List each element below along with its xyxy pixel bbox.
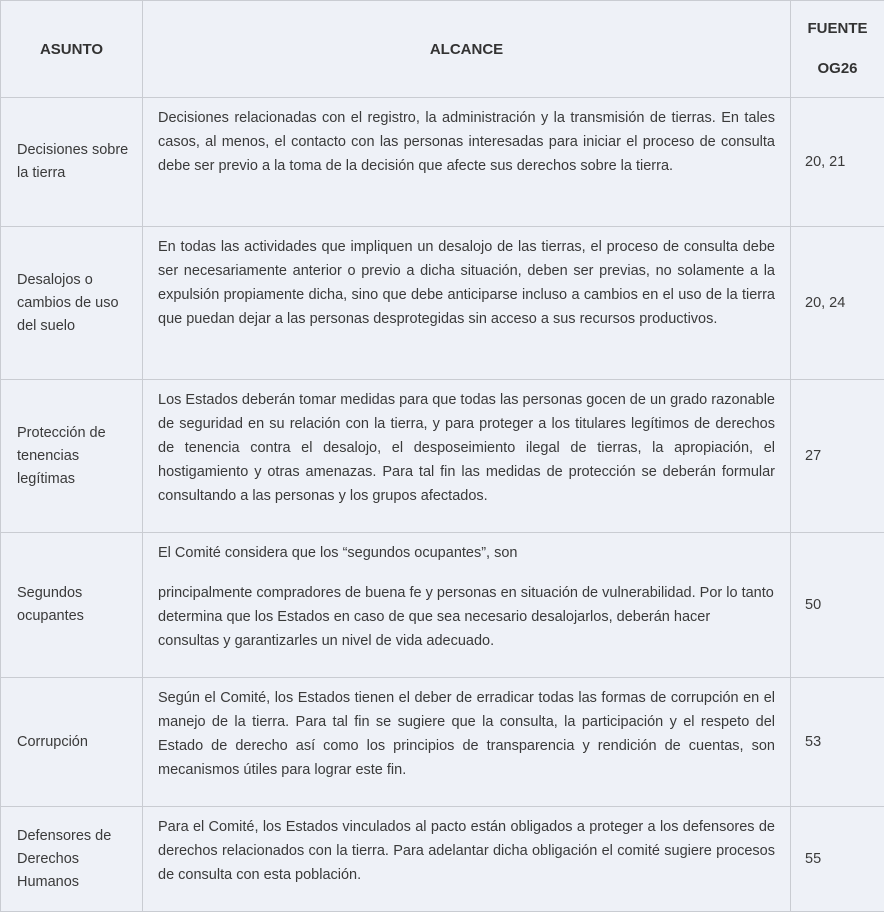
header-fuente-line1: FUENTE: [807, 20, 868, 37]
header-fuente-line2: OG26: [817, 60, 858, 77]
asunto-cell: Decisiones sobre la tierra: [1, 98, 143, 227]
alcance-text: Los Estados deberán tomar medidas para que todas las personas gocen de un grado razonable de seguridad en su relación con la tierra, y para proteger a los titulares legítimos de derechos de tenencia contra el desalojo, el desposeimiento ilegal de tierras, la apropiación, el hostigamiento y otras amenazas. Para tal fin las medidas de protección se deberán formular consultando a las personas y los grupos afectados.: [158, 392, 775, 504]
header-alcance: ALCANCE: [143, 1, 791, 98]
table-row: [1, 227, 884, 380]
fuente-cell: 55: [791, 807, 884, 912]
alcance-cell: [143, 380, 791, 533]
asunto-cell: Corrupción: [1, 678, 143, 807]
asunto-cell: Defensores de Derechos Humanos: [1, 807, 143, 912]
asunto-cell: Protección de tenencias legítimas: [1, 380, 143, 533]
asunto-cell: Segundos ocupantes: [1, 533, 143, 678]
table-row: [1, 98, 884, 227]
table-row: [1, 807, 884, 912]
fuente-cell: 27: [791, 380, 884, 533]
table-row: [1, 678, 884, 807]
alcance-text-continued: principalmente compradores de buena fe y personas en situación de vulnerabilidad. Por lo tanto determina que los Estados en caso de que sea necesario desalojarlos, deberán hacer consultas y garantizarles un nivel de vida adecuado.: [158, 585, 774, 649]
fuente-cell: 53: [791, 678, 884, 807]
fuente-cell: 50: [791, 533, 884, 678]
alcance-cell: [143, 807, 791, 912]
alcance-text: El Comité considera que los “segundos ocupantes”, son: [158, 545, 518, 561]
alcance-cell: [143, 533, 791, 678]
header-fuente: [791, 1, 884, 98]
fuente-cell: 20, 21: [791, 98, 884, 227]
fuente-cell: 20, 24: [791, 227, 884, 380]
asunto-cell: Desalojos o cambios de uso del suelo: [1, 227, 143, 380]
alcance-text: Decisiones relacionadas con el registro, la administración y la transmisión de tierras. En tales casos, al menos, el contacto con las personas interesadas para iniciar el proceso de consulta debe ser previo a la toma de la decisión que afecte sus derechos sobre la tierra.: [158, 110, 775, 174]
alcance-cell: [143, 227, 791, 380]
table-row: [1, 533, 884, 678]
alcance-cell: [143, 678, 791, 807]
table-row: [1, 380, 884, 533]
alcance-text: En todas las actividades que impliquen un desalojo de las tierras, el proceso de consulta debe ser necesariamente anterior o previo a dicha situación, deben ser previas, no solamente a la expulsión propiamente dicha, sino que debe anticiparse incluso a cambios en el uso de la tierra que puedan dejar a las personas desprotegidas sin acceso a sus recursos productivos.: [158, 239, 775, 327]
header-asunto: ASUNTO: [1, 1, 143, 98]
alcance-text: Según el Comité, los Estados tienen el deber de erradicar todas las formas de corrupción en el manejo de la tierra. Para tal fin se sugiere que la consulta, la participación y el respeto del Estado de derecho así como los principios de transparencia y rendición de cuentas, son mecanismos útiles para lograr este fin.: [158, 690, 775, 778]
header-row: [1, 1, 884, 98]
alcance-text: Para el Comité, los Estados vinculados al pacto están obligados a proteger a los defensores de derechos relacionados con la tierra. Para adelantar dicha obligación el comité sugiere procesos de consulta con esta población.: [158, 819, 775, 883]
alcance-cell: [143, 98, 791, 227]
